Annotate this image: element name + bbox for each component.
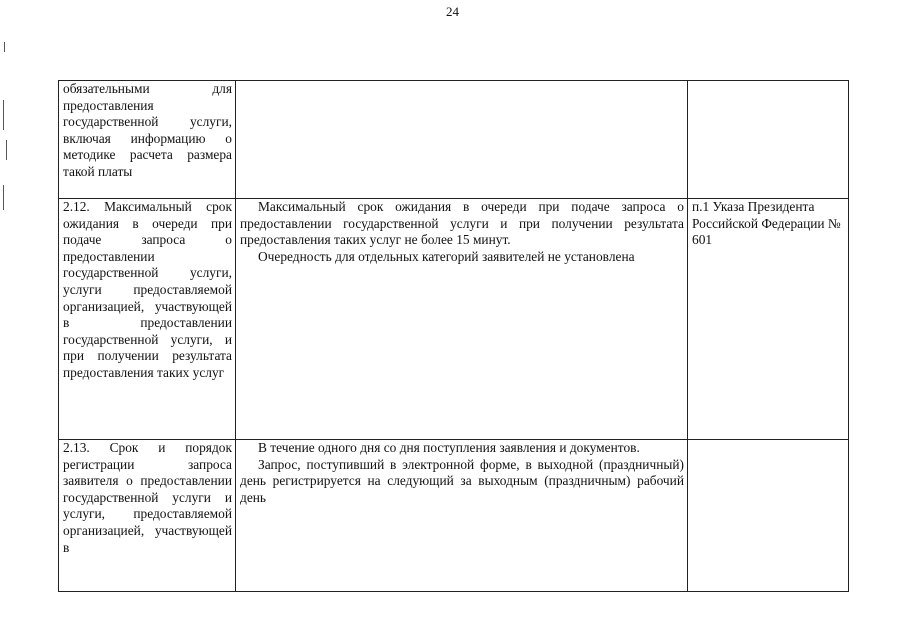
paragraph: Запрос, поступивший в электронной форме, в выходной (праздничный) день регистрируется на следующий за выходным (праздничным) рабочий день	[240, 456, 684, 505]
table-row	[59, 81, 849, 199]
cell-legal-basis	[688, 440, 849, 592]
cell-description	[236, 199, 688, 440]
cell-description	[236, 440, 688, 592]
paragraph: Очередность для отдельных категорий заявителей не установлена	[258, 248, 635, 264]
cell-requirement: 2.13. Срок и порядок регистрации запроса заявителя о предоставлении государственной услуги и услуги, предоставляемой организацией, участвующей в	[59, 440, 236, 592]
services-table	[58, 80, 849, 592]
margin-mark	[3, 185, 4, 210]
cell-requirement: обязательными для предоставления государственной услуги, включая информацию о методике расчета размера такой платы	[59, 81, 236, 199]
paragraph: Максимальный срок ожидания в очереди при подаче запроса о предоставлении государственной услуги и при получении результата предоставления таких услуг не более 15 минут.	[240, 199, 684, 248]
table-row	[59, 199, 849, 440]
cell-requirement: 2.12. Максимальный срок ожидания в очереди при подаче запроса о предоставлении государственной услуги, услуги предоставляемой организацией, участвующей в предоставлении государственной услуги, и при получении результата предоставления таких услуг	[59, 199, 236, 440]
margin-mark	[6, 140, 7, 160]
page-number: 24	[446, 4, 459, 19]
margin-mark	[3, 100, 4, 130]
paragraph: В течение одного дня со дня поступления заявления и документов.	[258, 440, 640, 455]
table-row	[59, 440, 849, 592]
cell-legal-basis	[688, 81, 849, 199]
cell-description	[236, 81, 688, 199]
cell-legal-basis: п.1 Указа Президента Российской Федерации № 601	[688, 199, 849, 440]
margin-mark	[4, 42, 5, 52]
